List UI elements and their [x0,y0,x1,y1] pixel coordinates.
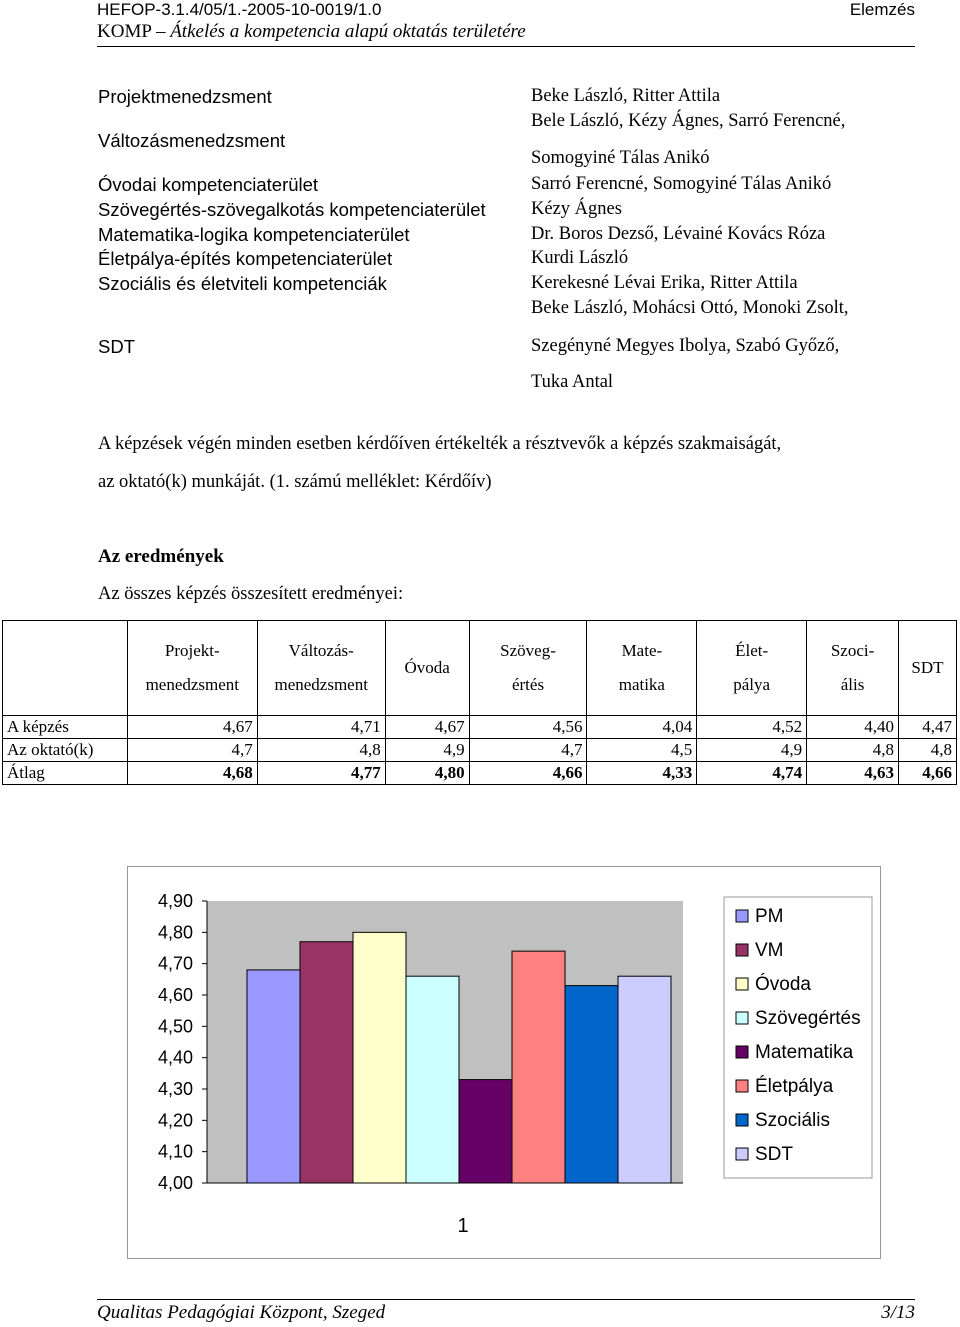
table-cell: 4,67 [127,716,257,739]
legend-swatch [736,1080,748,1092]
bar--letp-lya [512,951,565,1183]
table-cell: 4,47 [898,716,956,739]
trainer-line: Dr. Boros Dezső, Lévainé Kovács Róza [531,224,826,244]
results-subheading: Az összes képzés összesített eredményei: [98,584,404,604]
legend-label: VM [755,940,784,961]
trainer-line: Bele László, Kézy Ágnes, Sarró Ferencné, [531,111,846,131]
trainer-line: Kerekesné Lévai Erika, Ritter Attila [531,273,798,293]
y-tick-label: 4,90 [157,891,193,911]
topic-item: Óvodai kompetenciaterület [98,174,319,195]
legend-label: Szövegértés [755,1008,861,1029]
results-heading: Az eredmények [98,546,224,567]
header-subtitle: Átkelés a kompetencia alapú oktatás területére [170,21,526,42]
document-id: HEFOP-3.1.4/05/1.-2005-10-0019/1.0 [97,0,382,19]
legend-swatch [736,944,748,956]
legend-label: Szociális [755,1110,830,1131]
row-label: Az oktató(k) [3,739,128,762]
legend-swatch [736,1148,748,1160]
y-tick-label: 4,40 [157,1047,193,1068]
topic-item: Változásmenedzsment [98,130,286,151]
topic-item: Projektmenedzsment [98,86,272,107]
table-cell: 4,8 [807,739,899,762]
table-cell: 4,68 [127,762,257,785]
page-footer [97,1302,915,1324]
legend-label: Matematika [755,1042,854,1063]
table-cell: 4,67 [385,716,469,739]
table-row [3,762,957,785]
table-cell: 4,66 [469,762,587,785]
legend-swatch [736,1046,748,1058]
table-row [3,716,957,739]
header-divider [97,46,915,47]
y-tick-label: 4,80 [157,922,193,943]
table-header-cell: SDT [898,621,956,716]
table-cell: 4,56 [469,716,587,739]
evaluation-paragraph-line1: A képzések végén minden esetben kérdőíven értékelték a résztvevők a képzés szakmaiságát, [98,434,782,454]
section-title: Elemzés [849,0,915,19]
table-header-cell: Óvoda [385,621,469,716]
table-cell: 4,9 [385,739,469,762]
table-cell: 4,66 [898,762,956,785]
legend-box [724,897,872,1178]
bar-chart [128,867,880,1258]
trainer-line: Beke László, Mohácsi Ottó, Monoki Zsolt, [531,298,849,318]
bar-matematika [459,1080,512,1183]
table-cell: 4,04 [587,716,697,739]
bar-sdt [618,976,671,1183]
trainer-line: Kurdi László [531,248,629,268]
trainer-line: Tuka Antal [531,372,614,392]
trainer-line: Szegényné Megyes Ibolya, Szabó Győző, [531,336,840,356]
legend-label: SDT [755,1144,793,1165]
table-cell: 4,80 [385,762,469,785]
topic-item: Szociális és életviteli kompetenciák [98,273,387,294]
table-cell: 4,7 [469,739,587,762]
table-cell: 4,74 [697,762,807,785]
y-tick-label: 4,10 [157,1141,193,1162]
table-header-empty [3,621,128,716]
legend-swatch [736,978,748,990]
trainer-line: Somogyiné Tálas Anikó [531,148,710,168]
table-header-cell: Változás- menedzsment [257,621,385,716]
row-label: Átlag [3,762,128,785]
trainer-line: Sarró Ferencné, Somogyiné Tálas Anikó [531,174,832,194]
table-cell: 4,71 [257,716,385,739]
komp-label: KOMP [97,21,152,42]
table-header-cell: Projekt- menedzsment [127,621,257,716]
page-number: 3/13 [881,1302,915,1323]
y-tick-label: 4,00 [157,1173,193,1193]
table-cell: 4,8 [257,739,385,762]
bar-pm [247,970,300,1183]
table-row [3,739,957,762]
table-cell: 4,8 [898,739,956,762]
footer-divider [97,1299,915,1300]
bar-sz-veg-rt-s [406,976,459,1183]
document-header [97,0,915,20]
y-tick-label: 4,50 [157,1016,193,1037]
legend-swatch [736,1114,748,1126]
table-header-row [3,621,957,716]
table-cell: 4,7 [127,739,257,762]
bar--voda [353,932,406,1183]
y-tick-label: 4,30 [157,1079,193,1099]
legend-label: Óvoda [755,974,811,995]
trainer-line: Beke László, Ritter Attila [531,86,721,106]
header-subtitle-line: KOMP – Átkelés a kompetencia alapú oktatás területére [97,21,526,42]
bar-vm [300,942,353,1183]
topic-item: Életpálya-építés kompetenciaterület [98,248,393,269]
y-tick-label: 4,60 [157,985,193,1005]
table-header-cell: Élet- pálya [697,621,807,716]
topic-item: SDT [98,336,135,357]
legend-swatch [736,1012,748,1024]
topic-item: Matematika-logika kompetenciaterület [98,224,410,245]
results-table [2,620,957,785]
trainer-line: Kézy Ágnes [531,199,622,219]
table-cell: 4,5 [587,739,697,762]
topic-item: Szövegértés-szövegalkotás kompetenciaterület [98,199,486,220]
legend-swatch [736,910,748,922]
bar-szoci-lis [565,986,618,1183]
table-header-cell: Mate- matika [587,621,697,716]
x-category-label: 1 [457,1215,469,1237]
table-cell: 4,33 [587,762,697,785]
table-header-cell: Szöveg- értés [469,621,587,716]
table-cell: 4,40 [807,716,899,739]
chart-frame [127,866,881,1259]
legend-label: Életpálya [755,1076,834,1097]
y-tick-label: 4,20 [157,1110,193,1131]
table-cell: 4,52 [697,716,807,739]
footer-organization: Qualitas Pedagógiai Központ, Szeged [97,1302,386,1323]
table-cell: 4,77 [257,762,385,785]
table-cell: 4,9 [697,739,807,762]
y-tick-label: 4,70 [157,953,193,974]
table-cell: 4,63 [807,762,899,785]
table-header-cell: Szoci- ális [807,621,899,716]
row-label: A képzés [3,716,128,739]
legend-label: PM [755,906,784,927]
evaluation-paragraph-line2: az oktató(k) munkáját. (1. számú melléklet: Kérdőív) [98,472,492,492]
